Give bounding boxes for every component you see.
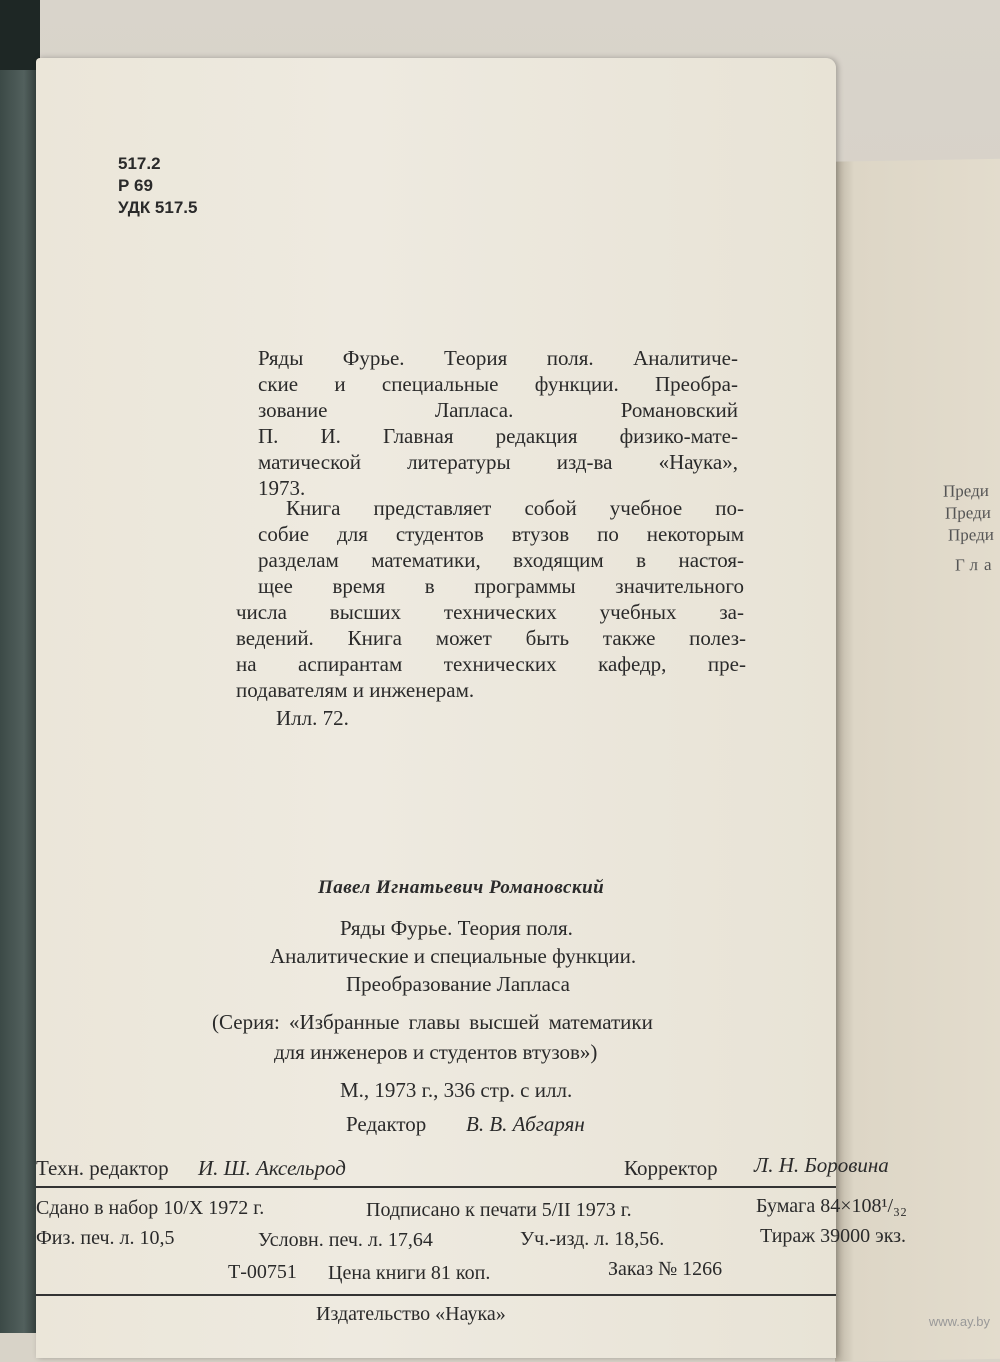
publisher-name: Издательство «Наука» bbox=[316, 1303, 506, 1325]
adjacent-page bbox=[835, 158, 1000, 1361]
abstract-line: числа высших технических учебных за- bbox=[236, 600, 744, 624]
adjacent-page-fragment: Преди bbox=[945, 502, 991, 523]
udk-code: УДК 517.5 bbox=[118, 198, 198, 217]
conventional-sheets: Условн. печ. л. 17,64 bbox=[258, 1229, 433, 1251]
editor-label: Редактор bbox=[346, 1112, 427, 1136]
abstract-line: разделам математики, входящим в настоя- bbox=[258, 548, 744, 572]
editor-name: В. В. Абгарян bbox=[466, 1112, 585, 1136]
price: Цена книги 81 коп. bbox=[328, 1262, 491, 1284]
watermark: www.ay.by bbox=[928, 1314, 990, 1329]
book-title-line: Ряды Фурье. Теория поля. bbox=[340, 916, 573, 940]
abstract-line: щее время в программы значительного bbox=[258, 574, 744, 598]
typeset-date: Сдано в набор 10/X 1972 г. bbox=[36, 1197, 265, 1219]
publishing-sheets: Уч.-изд. л. 18,56. bbox=[520, 1228, 665, 1250]
annotation-line: матической литературы изд-ва «Наука», bbox=[258, 450, 738, 474]
book-page bbox=[36, 58, 907, 1358]
print-run: Тираж 39000 экз. bbox=[760, 1225, 907, 1247]
annotation-line: зование Лапласа. Романовский bbox=[258, 398, 738, 422]
paper-format: Бумага 84×108¹/₃₂ bbox=[756, 1195, 907, 1217]
corrector-label: Корректор bbox=[624, 1156, 718, 1180]
print-sheets: Физ. печ. л. 10,5 bbox=[36, 1227, 175, 1249]
catalog-code: 517.2 bbox=[118, 154, 161, 173]
plan-code: Т-00751 bbox=[228, 1261, 297, 1283]
abstract-line: Книга представляет собой учебное по- bbox=[286, 496, 744, 520]
abstract-line: собие для студентов втузов по некоторым bbox=[258, 522, 744, 546]
divider bbox=[36, 1186, 836, 1188]
book-title-line: Преобразование Лапласа bbox=[346, 972, 570, 996]
annotation-line: Ряды Фурье. Теория поля. Аналитиче- bbox=[258, 346, 738, 370]
publication-info: М., 1973 г., 336 стр. с илл. bbox=[340, 1078, 573, 1102]
illustrations-count: Илл. 72. bbox=[276, 706, 349, 730]
catalog-code: Р 69 bbox=[118, 176, 153, 195]
abstract-line: на аспирантам технических кафедр, пре- bbox=[236, 652, 746, 676]
signed-date: Подписано к печати 5/II 1973 г. bbox=[366, 1199, 632, 1221]
divider bbox=[36, 1294, 836, 1296]
series-line: для инженеров и студентов втузов») bbox=[274, 1040, 598, 1064]
tech-editor-label: Техн. редактор bbox=[36, 1156, 169, 1180]
order-number: Заказ № 1266 bbox=[608, 1258, 723, 1280]
series-line: (Серия: «Избранные главы высшей математики bbox=[212, 1010, 653, 1034]
book-cover-corner bbox=[0, 0, 40, 70]
annotation-line: 1973. bbox=[258, 476, 306, 500]
adjacent-page-fragment: Гла bbox=[955, 554, 998, 575]
tech-editor-name: И. Ш. Аксельрод bbox=[198, 1156, 346, 1180]
abstract-line: ведений. Книга может быть также полез- bbox=[236, 626, 746, 650]
book-title-line: Аналитические и специальные функции. bbox=[270, 944, 637, 968]
author-name: Павел Игнатьевич Романовский bbox=[318, 877, 605, 898]
corrector-name: Л. Н. Боровина bbox=[754, 1153, 889, 1177]
adjacent-page-fragment: Преди bbox=[948, 524, 994, 545]
annotation-line: П. И. Главная редакция физико-мате- bbox=[258, 424, 738, 448]
adjacent-page-fragment: Преди bbox=[943, 480, 989, 501]
abstract-line: подавателям и инженерам. bbox=[236, 678, 475, 702]
annotation-line: ские и специальные функции. Преобра- bbox=[258, 372, 738, 396]
book-cover-edge bbox=[0, 0, 40, 1333]
